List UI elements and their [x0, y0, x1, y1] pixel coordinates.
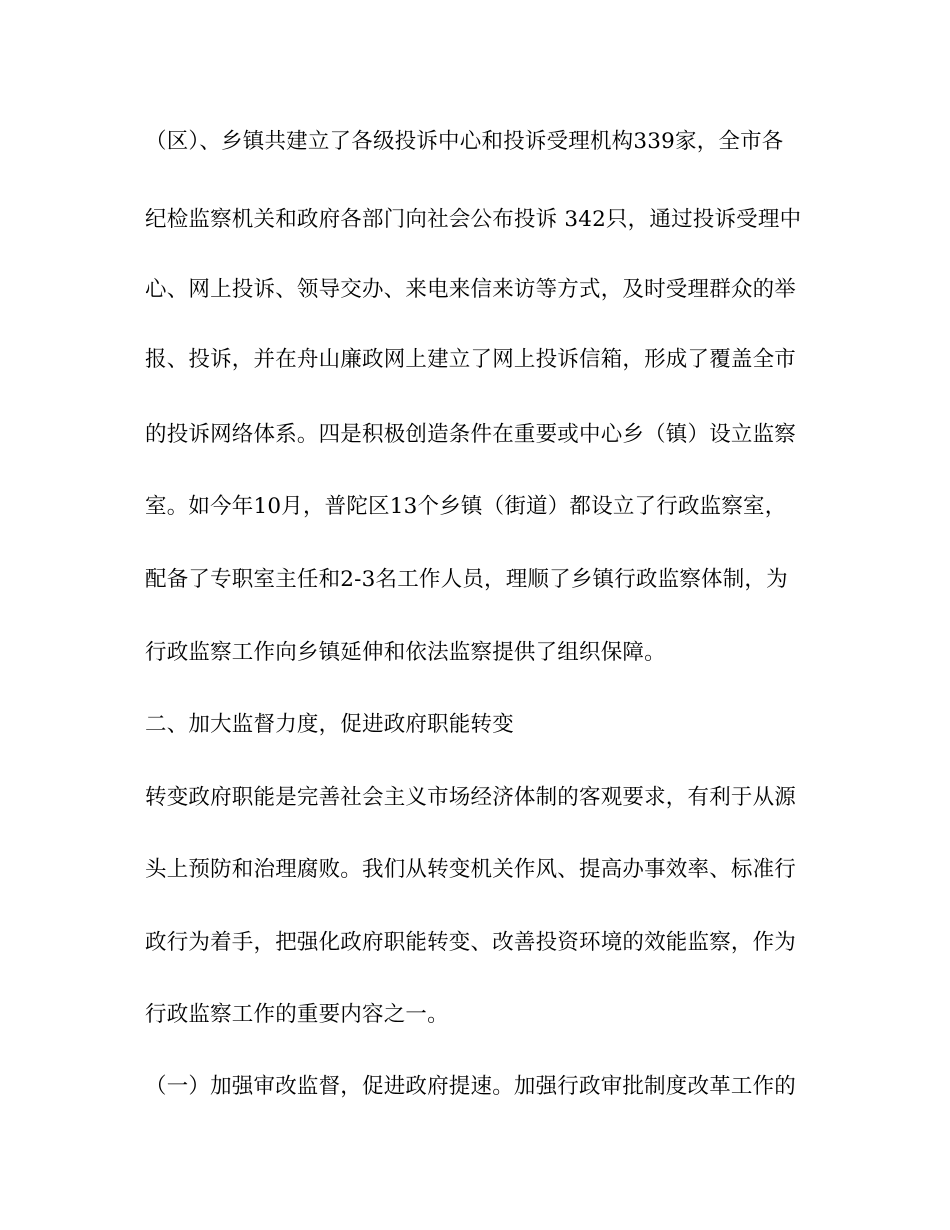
- paragraph-line: 行政监察工作向乡镇延伸和依法监察提供了组织保障。: [145, 640, 666, 665]
- section-heading: 二、加大监督力度，促进政府职能转变: [145, 712, 514, 737]
- paragraph-line: （区）、乡镇共建立了各级投诉中心和投诉受理机构339家，全市各: [145, 129, 784, 154]
- paragraph-line: 室。如今年10月，普陀区13个乡镇（街道）都设立了行政监察室，: [145, 494, 787, 519]
- subsection-line: （一）加强审改监督，促进政府提速。加强行政审批制度改革工作的: [145, 1074, 797, 1099]
- paragraph-line: 政行为着手，把强化政府职能转变、改善投资环境的效能监察，作为: [145, 930, 797, 955]
- paragraph-line: 转变政府职能是完善社会主义市场经济体制的客观要求，有利于从源: [145, 785, 797, 810]
- paragraph-line: 心、网上投诉、领导交办、来电来信来访等方式，及时受理群众的举: [145, 277, 797, 302]
- paragraph-line: 纪检监察机关和政府各部门向社会公布投诉 342只，通过投诉受理中: [145, 207, 802, 232]
- paragraph-line: 配备了专职室主任和2-3名工作人员，理顺了乡镇行政监察体制，为: [145, 567, 788, 592]
- paragraph-line: 报、投诉，并在舟山廉政网上建立了网上投诉信箱，形成了覆盖全市: [145, 347, 797, 372]
- paragraph-line: 的投诉网络体系。四是积极创造条件在重要或中心乡（镇）设立监察: [145, 422, 797, 447]
- paragraph-line: 头上预防和治理腐败。我们从转变机关作风、提高办事效率、标准行: [145, 857, 797, 882]
- paragraph-line: 行政监察工作的重要内容之一。: [145, 1002, 449, 1027]
